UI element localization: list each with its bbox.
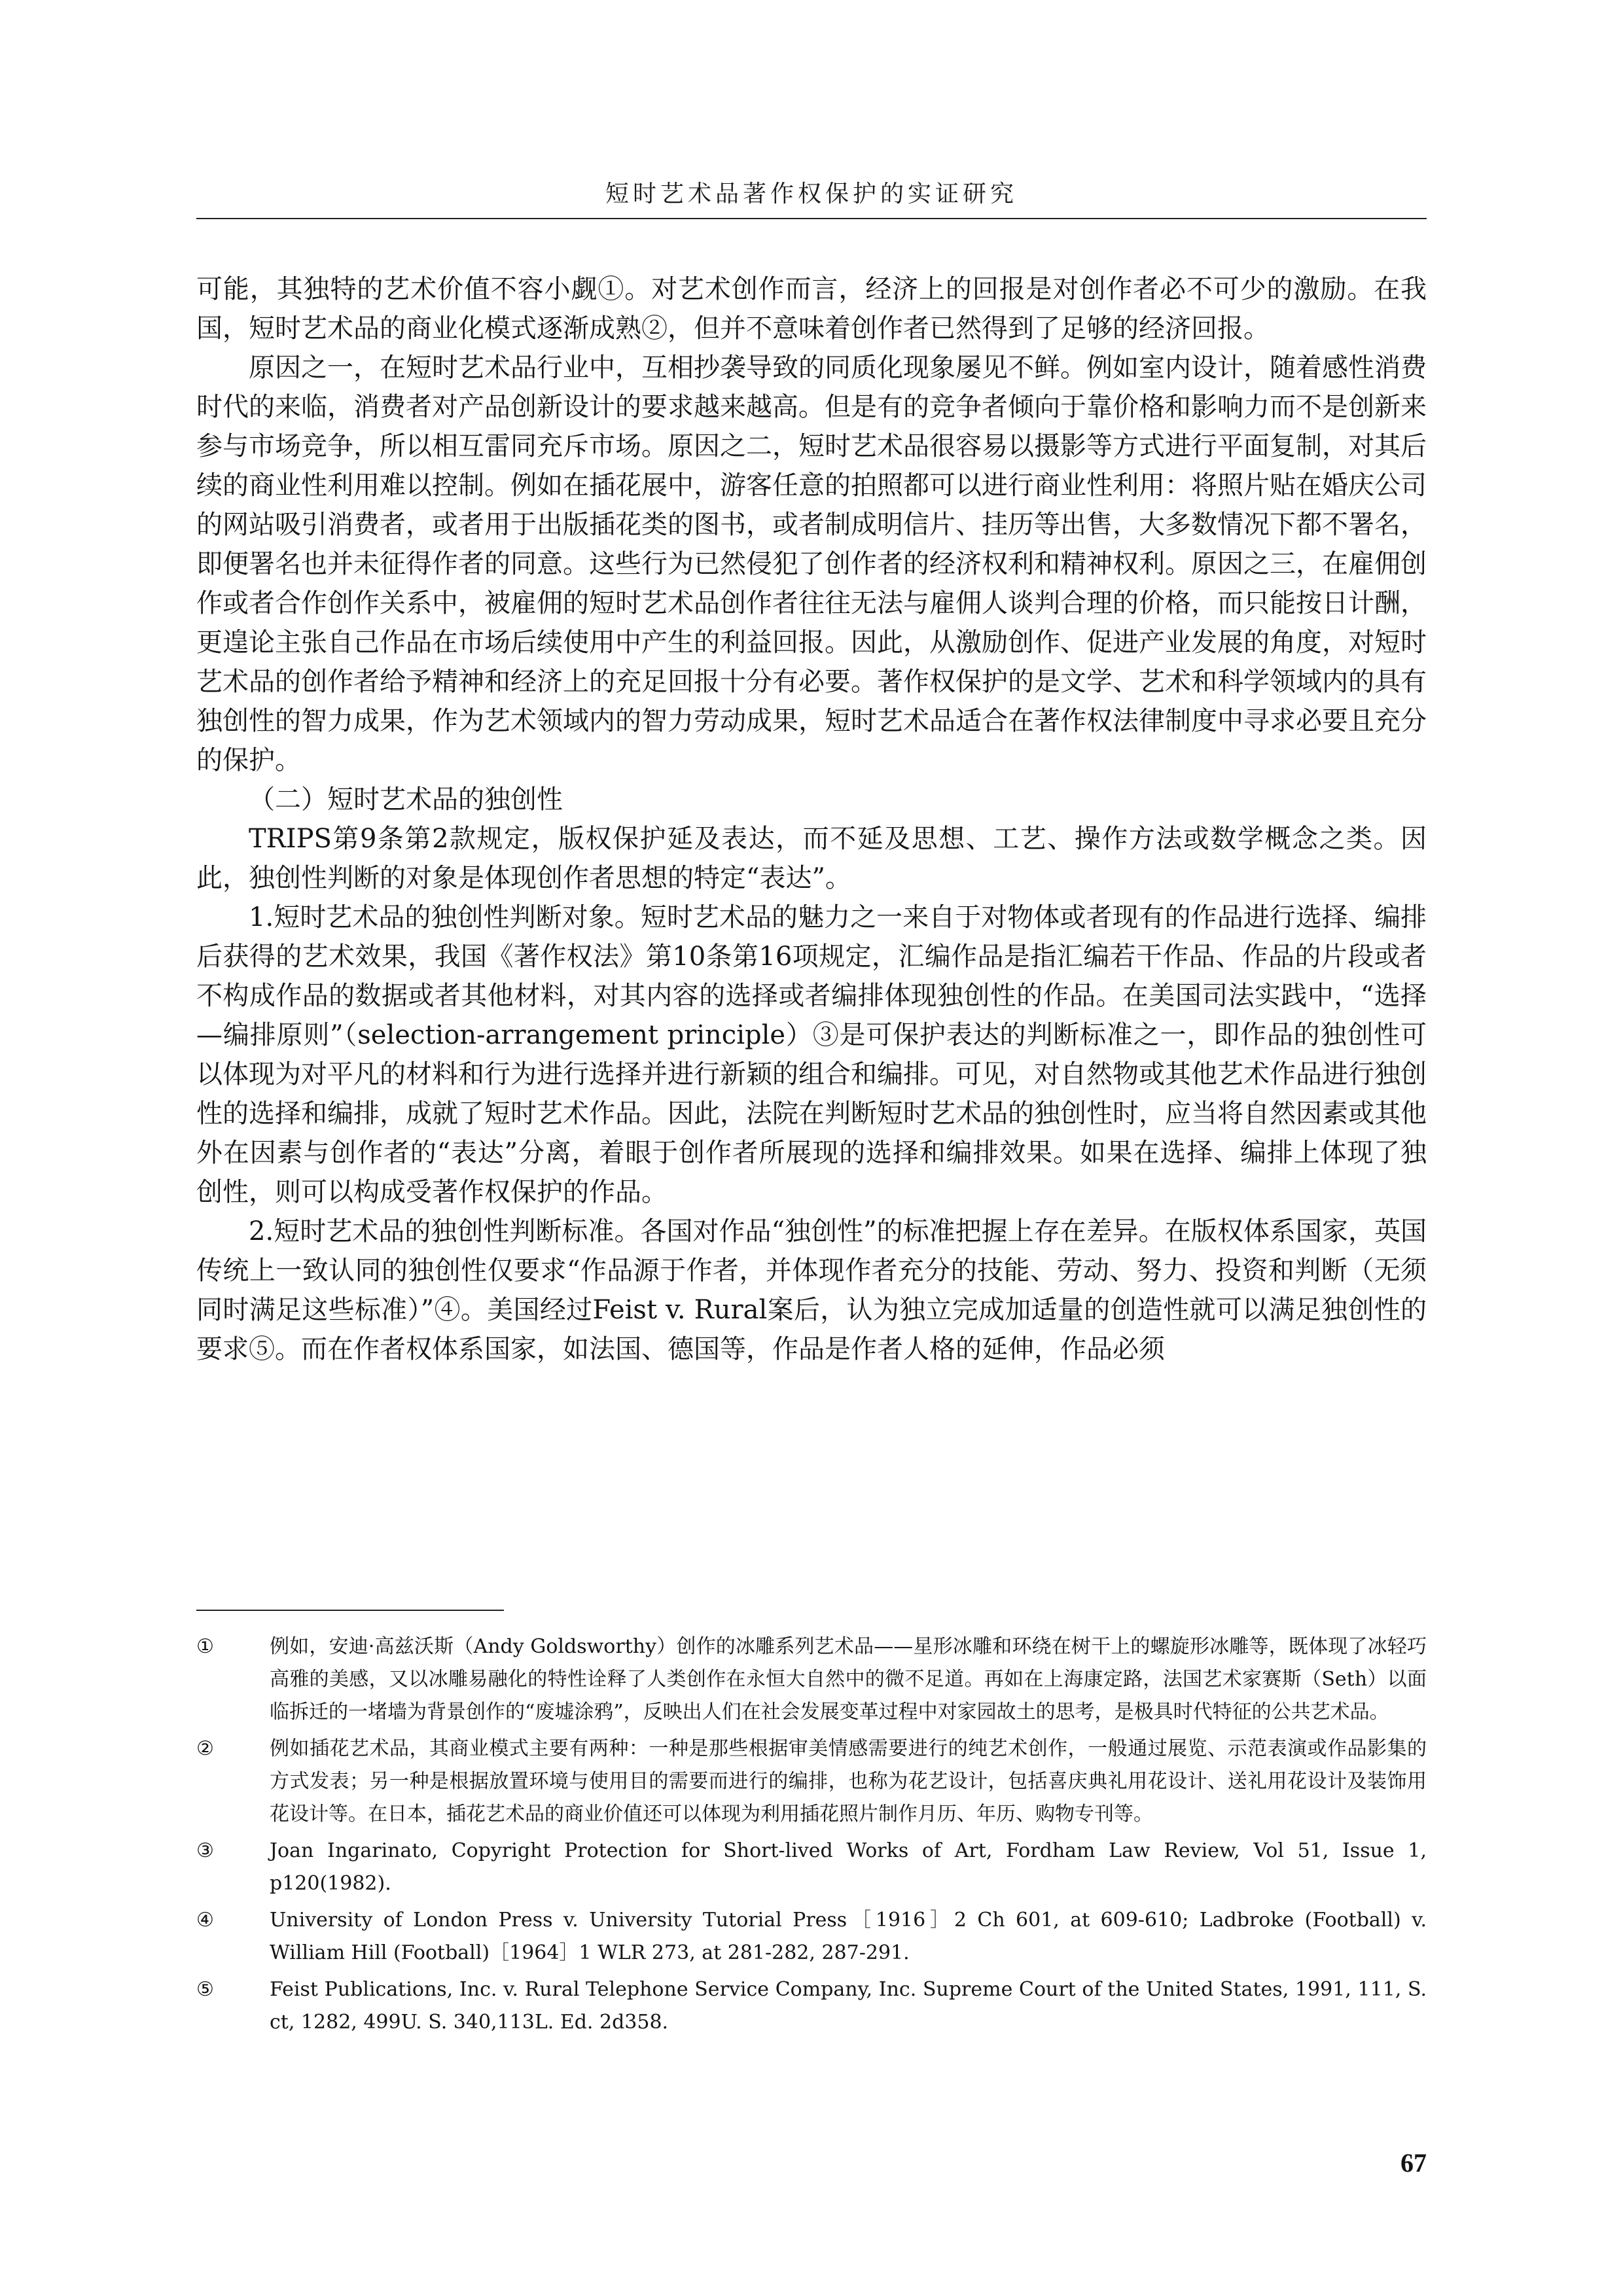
footnote-mark: ③: [196, 1839, 214, 1862]
paragraph: 2.短时艺术品的独创性判断标准。各国对作品“独创性”的标准把握上存在差异。在版权体系国家，英国传统上一致认同的独创性仅要求“作品源于作者，并体现作者充分的技能、劳动、努力、投资和判断（无须同时满足这些标准）”④。美国经过Feist v. Rural案后，认为独立完成加适量的创造性就可以满足独创性的要求⑤。而在作者权体系国家，如法国、德国等，作品是作者人格的延伸，作品必须: [196, 1216, 1427, 1364]
paragraph: 1.短时艺术品的独创性判断对象。短时艺术品的魅力之一来自于对物体或者现有的作品进行选择、编排后获得的艺术效果，我国《著作权法》第10条第16项规定，汇编作品是指汇编若干作品、作品的片段或者不构成作品的数据或者其他材料，对其内容的选择或者编排体现独创性的作品。在美国司法实践中，“选择—编排原则”（selection-arrangement principle）③是可保护表达的判断标准之一，即作品的独创性可以体现为对平凡的材料和行为进行选择并进行新颖的组合和编排。可见，对自然物或其他艺术作品进行独创性的选择和编排，成就了短时艺术作品。因此，法院在判断短时艺术品的独创性时，应当将自然因素或其他外在因素与创作者的“表达”分离，着眼于创作者所展现的选择和编排效果。如果在选择、编排上体现了独创性，则可以构成受著作权保护的作品。: [196, 902, 1427, 1207]
paragraph: 原因之一，在短时艺术品行业中，互相抄袭导致的同质化现象屡见不鲜。例如室内设计，随着感性消费时代的来临，消费者对产品创新设计的要求越来越高。但是有的竞争者倾向于靠价格和影响力而不是创新来参与市场竞争，所以相互雷同充斥市场。原因之二，短时艺术品很容易以摄影等方式进行平面复制，对其后续的商业性利用难以控制。例如在插花展中，游客任意的拍照都可以进行商业性利用：将照片贴在婚庆公司的网站吸引消费者，或者用于出版插花类的图书，或者制成明信片、挂历等出售，大多数情况下都不署名，即便署名也并未征得作者的同意。这些行为已然侵犯了创作者的经济权利和精神权利。原因之三，在雇佣创作或者合作创作关系中，被雇佣的短时艺术品创作者往往无法与雇佣人谈判合理的价格，而只能按日计酬，更遑论主张自己作品在市场后续使用中产生的利益回报。因此，从激励创作、促进产业发展的角度，对短时艺术品的创作者给予精神和经济上的充足回报十分有必要。著作权保护的是文学、艺术和科学领域内的具有独创性的智力成果，作为艺术领域内的智力劳动成果，短时艺术品适合在著作权法律制度中寻求必要且充分的保护。: [196, 353, 1427, 775]
footnote-text: 例如，安迪·高兹沃斯（Andy Goldsworthy）创作的冰雕系列艺术品——星形冰雕和环绕在树干上的螺旋形冰雕等，既体现了冰轻巧高雅的美感，又以冰雕易融化的特性诠释了人类创作在永恒大自然中的微不足道。再如在上海康定路，法国艺术家赛斯（Seth）以面临拆迁的一堵墙为背景创作的“废墟涂鸦”，反映出人们在社会发展变革过程中对家园故土的思考，是极具时代特征的公共艺术品。: [270, 1635, 1427, 1723]
header-rule: [196, 218, 1427, 219]
footnote-rule: [196, 1610, 504, 1611]
footnote-text: University of London Press v. University Tutorial Press［1916］2 Ch 601, at 609-610; Ladbroke (Football) v. William Hill (Football)［1964］1 WLR 273, at 281-282, 287-291.: [270, 1909, 1427, 1964]
paragraph: TRIPS第9条第2款规定，版权保护延及表达，而不延及思想、工艺、操作方法或数学概念之类。因此，独创性判断的对象是体现创作者思想的特定“表达”。: [196, 824, 1427, 893]
footnote-text: Feist Publications, Inc. v. Rural Telephone Service Company, Inc. Supreme Court of the United States, 1991, 111, S. ct, 1282, 499U. S. 340,113L. Ed. 2d358.: [270, 1978, 1427, 2034]
body-text: [196, 270, 1427, 1369]
footnote-mark: ②: [196, 1737, 214, 1760]
footnotes: [196, 1631, 1427, 2043]
footnote-text: Joan Ingarinato, Copyright Protection for Short-lived Works of Art, Fordham Law Review, Vol 51, Issue 1, p120(1982).: [270, 1839, 1427, 1895]
footnote-mark: ④: [196, 1909, 214, 1932]
footnote-text: 例如插花艺术品，其商业模式主要有两种：一种是那些根据审美情感需要进行的纯艺术创作，一般通过展览、示范表演或作品影集的方式发表；另一种是根据放置环境与使用目的需要而进行的编排，也称为花艺设计，包括喜庆典礼用花设计、送礼用花设计及装饰用花设计等。在日本，插花艺术品的商业价值还可以体现为利用插花照片制作月历、年历、购物专刊等。: [270, 1737, 1427, 1826]
footnote: [196, 1835, 1427, 1900]
section-heading: （二）短时艺术品的独创性: [249, 785, 563, 815]
footnote: [196, 1904, 1427, 1969]
running-head: 短时艺术品著作权保护的实证研究: [605, 181, 1018, 207]
paragraph: 可能，其独特的艺术价值不容小觑①。对艺术创作而言，经济上的回报是对创作者必不可少的激励。在我国，短时艺术品的商业化模式逐渐成熟②，但并不意味着创作者已然得到了足够的经济回报。: [196, 274, 1427, 344]
page-number: 67: [1400, 2148, 1427, 2178]
footnote: [196, 1631, 1427, 1729]
footnote: [196, 1973, 1427, 2039]
footnote-mark: ⑤: [196, 1978, 214, 2001]
footnote-mark: ①: [196, 1635, 214, 1658]
footnote: [196, 1733, 1427, 1831]
